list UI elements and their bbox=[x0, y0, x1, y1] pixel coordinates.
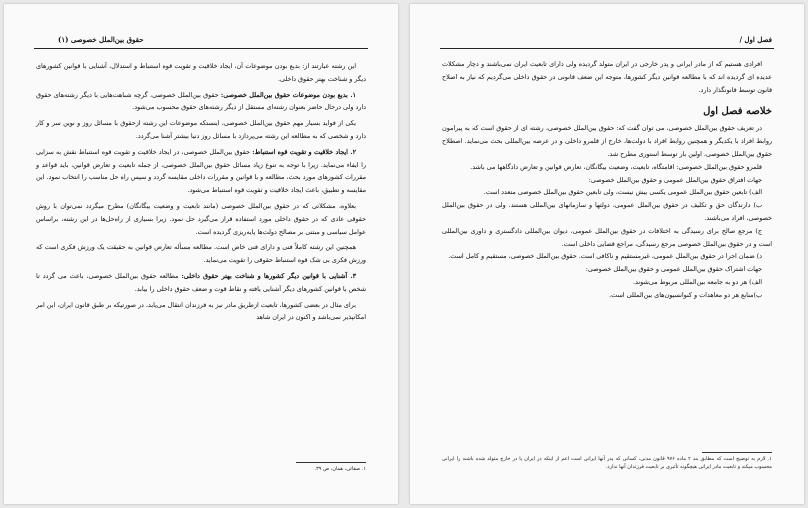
paragraph: جهات اشتراک حقوق بین‌الملل عمومی و حقوق بین‌الملل خصوصی: bbox=[585, 265, 762, 274]
footnote-rule bbox=[296, 462, 366, 463]
paragraph: یکی از فواید بسیار مهم حقوق بین‌الملل خصوصی، اینستکه موضوعات این رشته ازحقوق با مسائل روز و نوین سر و کار دارد و شخصی که به مطالعه این رشته می‌پردازد با مسائل روز دنیا بیشتر آشنا می‌گردد. bbox=[36, 119, 366, 140]
list-item: الف) هر دو به جامعه بین‌المللی مربوط می‌شوند. bbox=[633, 277, 762, 286]
list-item: الف) تابعین حقوق بین‌الملل عمومی یکسی بیش نیست، ولی تابعین حقوق بین‌الملل خصوصی متعدد است. bbox=[483, 188, 762, 197]
running-header bbox=[440, 34, 774, 49]
paragraph: جهات افتراق حقوق بین‌الملل عمومی و حقوق بین‌الملل خصوصی: bbox=[588, 175, 762, 184]
paragraph: این رشته عبارتند از: بدیع بودن موضوعات آن، ایجاد خلاقیت و تقویت قوه استنباط و استدلال، آشنایی با قوانین کشورهای دیگر و شناخت بهتر حقوق داخلی. bbox=[36, 62, 366, 83]
footnote bbox=[442, 452, 772, 471]
left-page bbox=[4, 4, 398, 504]
paragraph: در تعریف حقوق بین‌الملل خصوصی، می توان گفت که: حقوق بین‌الملل خصوصی، رشته ای از حقوق است که به پیرامون روابط افراد با یکدیگر و همچنین روابط افراد با دولت‌ها، خارج از قلمرو داخلی و در عرصه بین‌المللی بحث می‌نماید. اصطلاح حقوق بین‌الملل خصوصی، اولین بار توسط استوری مطرح شد. bbox=[442, 124, 772, 158]
footnote-text: ۱. صفائی، همان، ص ۳۹. bbox=[314, 466, 366, 472]
subsection-heading: ۱. بدیع بودن موضوعات حقوق بین‌الملل خصوصی: bbox=[220, 90, 356, 99]
running-header-title: حقوق بین‌الملل خصوصی (۱) bbox=[58, 35, 144, 44]
running-header-title: فصل اول / bbox=[739, 35, 772, 44]
list-item: ب) دارندگان حق و تکلیف در حقوق بین‌الملل عمومی، دولتها و سازمانهای بین‌المللی هستند. ولی در حقوق بین‌الملل خصوصی، افراد می‌باشند. bbox=[442, 201, 772, 222]
footnote-rule bbox=[702, 452, 772, 453]
section-heading: خلاصه فصل اول bbox=[703, 106, 772, 118]
paragraph: افرادی هستیم که از مادر ایرانی و پدر خارجی در ایران متولد گردیده ولی دارای تابعیت ایران نمی‌باشند و دچار مشکلات عدیده ای گردیده اند که با مطالعه قوانین دیگر کشورها، متوجه این ضعف قانونی در حقوق داخلی می‌گردیم که نیاز به اصلاح قانون توسط قانونگذار دارد. bbox=[442, 60, 772, 94]
list-item: د) ضمان اجرا در حقوق بین‌الملل عمومی، غیرمستقیم و ناکافی است. حقوق بین‌الملل خصوصی، مستقیم و کامل است. bbox=[448, 252, 762, 261]
list-item: ج) مرجع صالح برای رسیدگی به اختلافات در حقوق بین‌الملل عمومی، دیوان بین‌المللی دادگستری و داوری بین‌المللی است و در حقوق بین‌الملل خصوصی مرجع رسیدگی، مراجع قضایی داخلی است. bbox=[442, 226, 772, 248]
paragraph: ۲. ایجاد خلاقیت و تقویت قوه استنباط: حقوق بین‌الملل خصوصی، در ایجاد خلاقیت و تقویت قوه استنباط نقش به سزایی را ایفاء می‌نماید. زیرا با توجه به تنوع زیاد مسائل حقوق بین‌الملل خصوصی، از جمله تابعیت و تعارض قوانین، باید قواعد و مقررات کشورهای مورد بحث، مطالعه و با قوانین و مقررات داخلی مقایسه گردد و سپس راه حل مناسب را انتخاب نمود. این مقایسه و تطبیق، باعث ایجاد خلاقیت و تقویت قوه استنباط می‌شود. bbox=[36, 147, 366, 195]
paragraph: ۳. آشنایی با قوانین دیگر کشورها و شناخت بهتر حقوق داخلی: مطالعه حقوق بین‌الملل خصوصی، باعث می گردد تا شخص با قوانین کشورهای دیگر آشنایی یافته و نقاط قوت و ضعف حقوق داخلی را بیابد. bbox=[36, 271, 366, 293]
paragraph: بعلاوه، مشکلاتی که در حقوق بین‌الملل خصوصی (مانند تابعیت و وضعیت بیگانگان) مطرح میگردد نمی‌توان با روش حقوقی عادی که در حقوق داخلی مورد استفاده قرار می‌گیرد حل نمود. زیرا بسیاری از راه‌حل‌ها در این رشته، براساس عوامل سیاسی و مبتنی بر مصالح دولت‌ها پایه‌ریزی گردیده است. bbox=[36, 201, 366, 236]
page-body bbox=[36, 60, 366, 324]
list-item: ب)منابع هر دو معاهدات و کنوانسیون‌های بین‌المللی است. bbox=[609, 290, 762, 299]
paragraph: قلمرو حقوق بین‌الملل خصوصی: اقامتگاه، تابعیت، وضعیت بیگانگان، تعارض قوانین و تعارض دادگاهها می باشد. bbox=[470, 162, 762, 171]
footnote bbox=[36, 462, 366, 473]
subsection-heading: ۲. ایجاد خلاقیت و تقویت قوه استنباط: bbox=[252, 147, 356, 156]
page-body bbox=[442, 58, 772, 302]
paragraph: ۱. بدیع بودن موضوعات حقوق بین‌الملل خصوصی: حقوق بین‌الملل خصوصی، گرچه شباهت‌هایی با دیگر رشته‌های حقوق دارد ولی درحال حاضر بعنوان رشته‌ای مستقل از دیگر رشته‌های حقوق محسوب می‌شود. bbox=[36, 90, 366, 112]
footnote-text: ۱. لازم به توضیح است که مطابق بند ۲ ماده ۹۷۶ قانون مدنی، کسانی که پدر آنها ایرانی است اعم از اینکه در ایران یا در خارج متولد شده باشند را ایرانی محسوب میکند و تابعیت مادر ایرانی هیچگونه تأثیری بر تابعیت فرزندان آنها ندارد. bbox=[442, 456, 772, 470]
subsection-heading: ۳. آشنایی با قوانین دیگر کشورها و شناخت بهتر حقوق داخلی: bbox=[181, 271, 356, 280]
running-header bbox=[34, 34, 368, 49]
right-page bbox=[410, 4, 804, 504]
paragraph: همچنین این رشته کاملاً فنی و دارای فنی خاص است. مطالعه مسأله تعارض قوانین به حقیقت یک ورزش فکری است که ورزش فکری بی شک قوه استنباط حقوقی را تقویت می‌نماید. bbox=[36, 243, 366, 265]
paragraph: برای مثال در بعضی کشورها، تابعیت ازطریق مادر نیز به فرزندان انتقال می‌یابد، در صورتیکه بر طبق قانون ایران، این امر امکانپذیر نمی‌باشد و اکنون در ایران شاهد bbox=[36, 300, 366, 322]
